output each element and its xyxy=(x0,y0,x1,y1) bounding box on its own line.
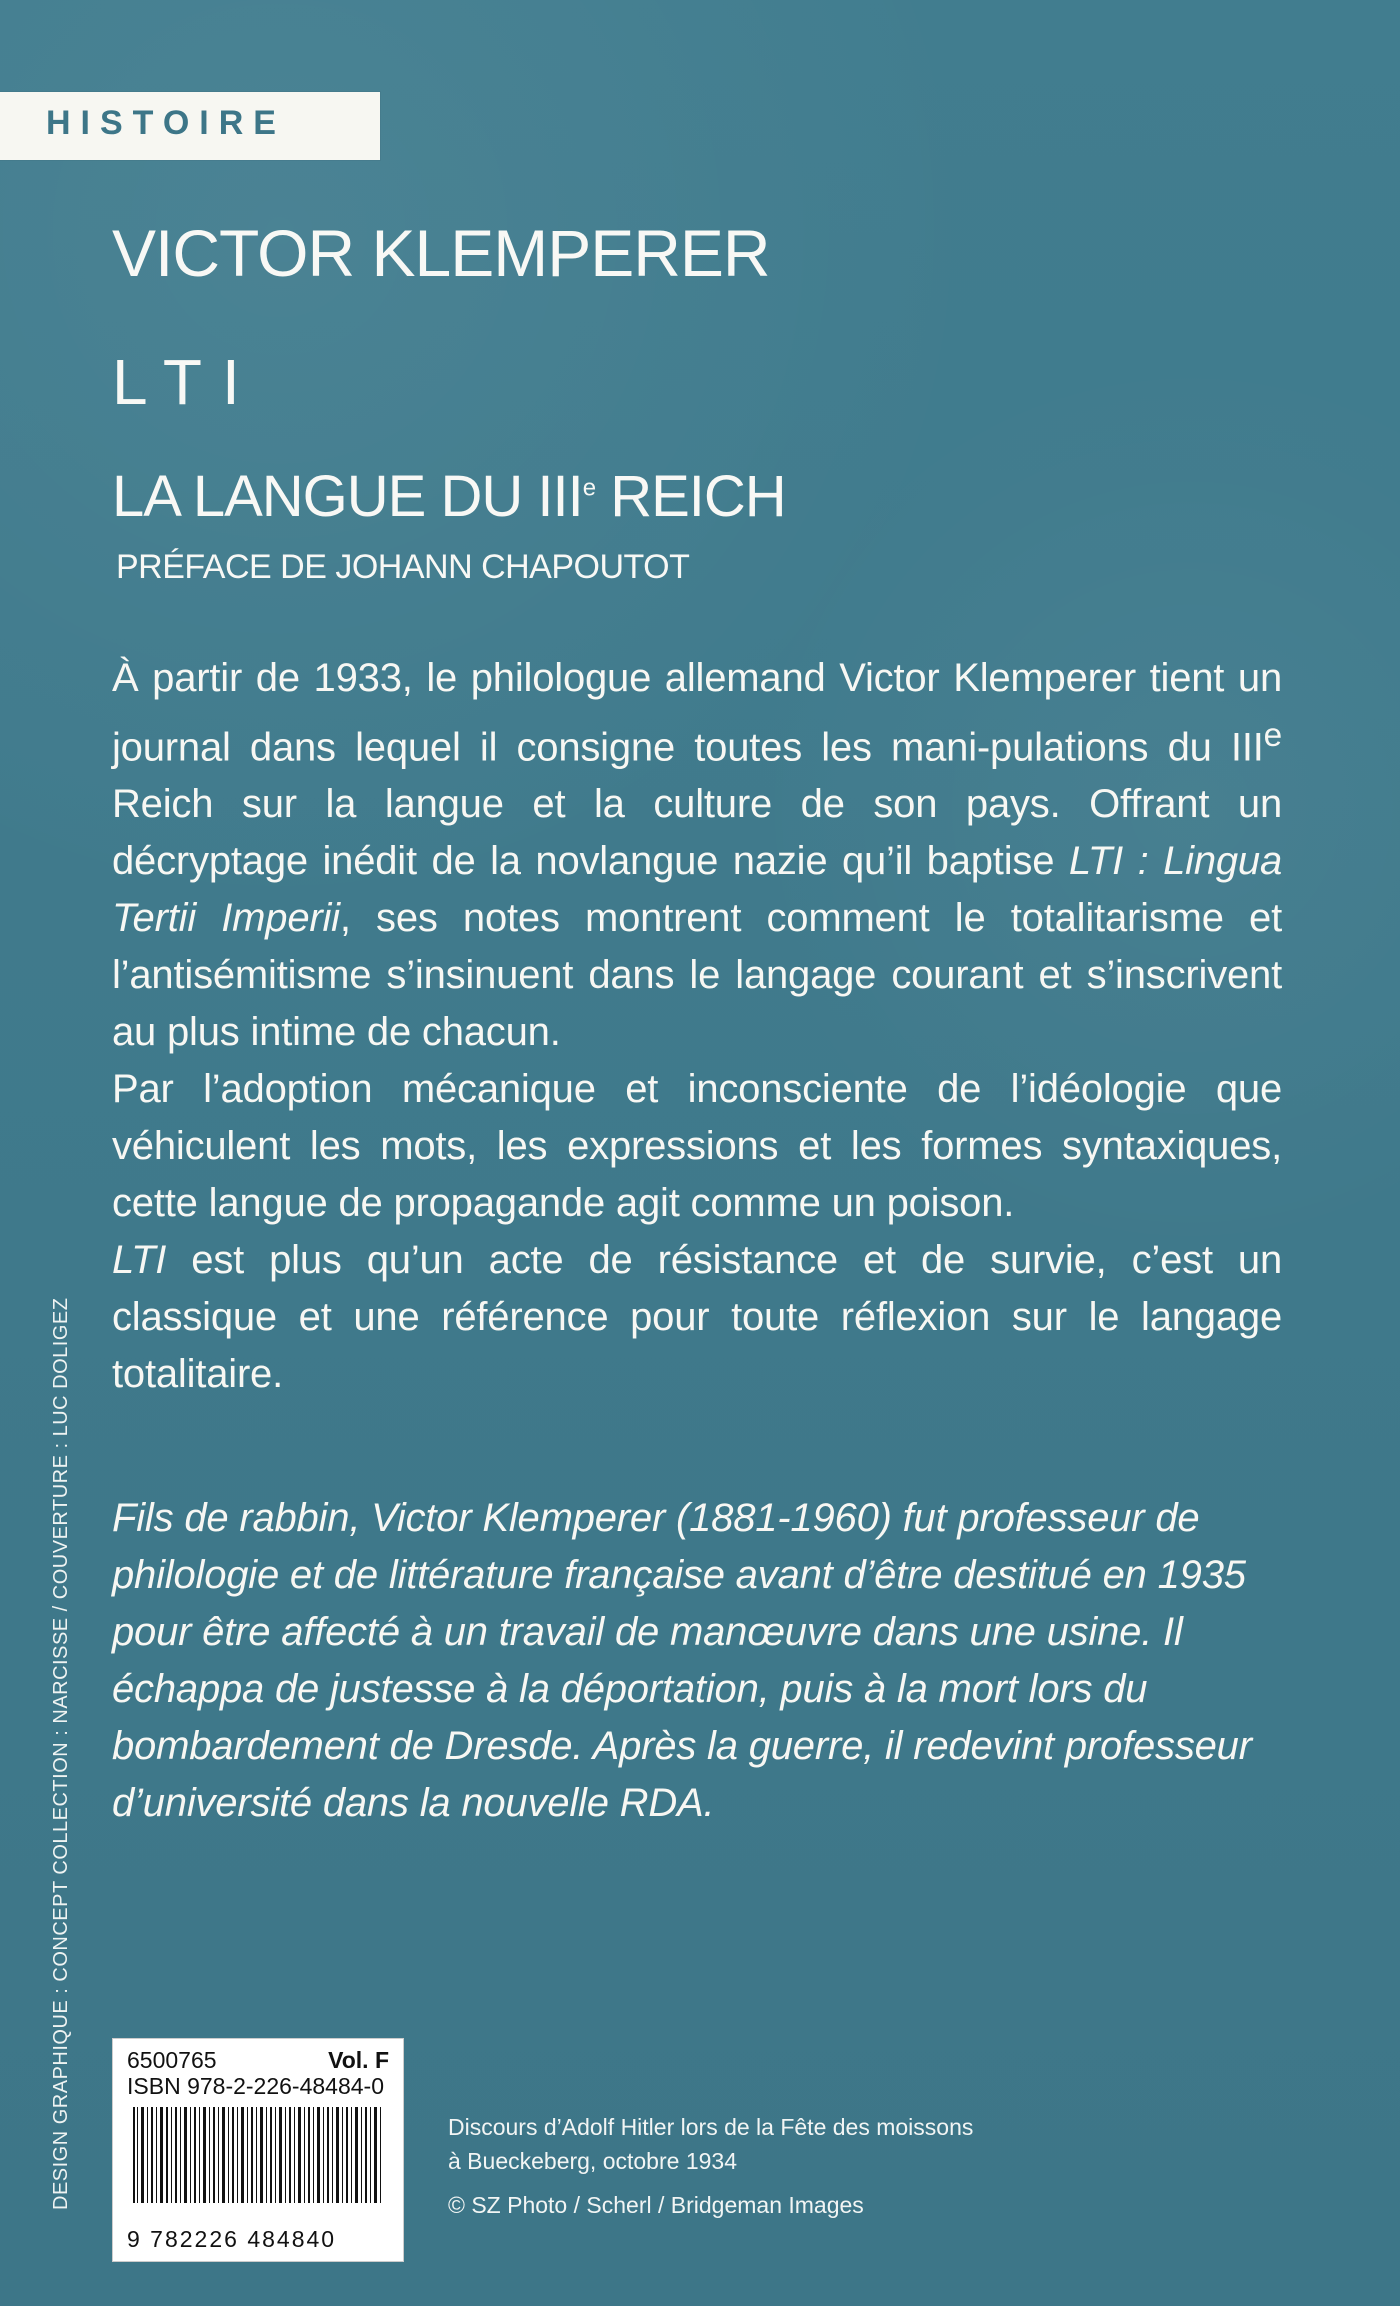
description-paragraph-1-superscript: e xyxy=(1263,717,1282,754)
book-subtitle xyxy=(112,464,786,529)
description-paragraph-2: Par l’adoption mécanique et inconsciente de l’idéologie que véhiculent les mots, les expressions et les formes syntaxiques, cette langue de propagande agit comme un poison. xyxy=(112,1067,1282,1226)
preface-credit: PRÉFACE DE JOHANN CHAPOUTOT xyxy=(116,548,690,586)
author-name: VICTOR KLEMPERER xyxy=(112,216,770,290)
series-label: HISTOIRE xyxy=(46,104,286,142)
author-biography xyxy=(112,1490,1282,1832)
description-paragraph-3 xyxy=(112,1232,1282,1403)
description-paragraph-3-italic: LTI xyxy=(112,1238,167,1283)
description-paragraph-3-rest: est plus qu’un acte de résistance et de survie, c’est un classique et une référence pour toute réflexion sur le langage totalitaire. xyxy=(112,1238,1282,1397)
description-block xyxy=(112,650,1282,1403)
description-paragraph-1-part-b: Reich sur la langue et la culture de son pays. Offrant un décryptage inédit de la novlangue nazie qu’il baptise xyxy=(112,782,1282,884)
book-subtitle-superscript: e xyxy=(582,474,596,502)
photo-caption-line-2: à Bueckeberg, octobre 1934 xyxy=(448,2148,737,2174)
description-paragraph-1-italic: LTI : Lingua Tertii Imperii xyxy=(112,839,1283,941)
book-subtitle-main: LA LANGUE DU III xyxy=(112,464,583,529)
photo-caption-line-1: Discours d’Adolf Hitler lors de la Fête des moissons xyxy=(448,2114,974,2140)
author-biography-text: Fils de rabbin, Victor Klemperer (1881-1960) fut professeur de philologie et de littérature française avant d’être destitué en 1935 pour être affecté à un travail de manœuvre dans une usine. Il échappa de justesse à la déportation, puis à la mort lors du bombardement de Dresde. Après la guerre, il redevint professeur d’université dans la nouvelle RDA. xyxy=(112,1496,1252,1825)
isbn-text: ISBN 978-2-226-48484-0 xyxy=(127,2073,384,2100)
barcode-number: 9 782226 484840 xyxy=(127,2226,337,2252)
description-paragraph-1-part-a: À partir de 1933, le philologue allemand Victor Klemperer tient un journal dans lequel il consigne toutes les mani-pulations du III xyxy=(112,656,1282,770)
barcode-volume: Vol. F xyxy=(328,2047,389,2073)
book-title: LTI xyxy=(112,346,260,418)
description-paragraph-1 xyxy=(112,650,1282,1061)
description-paragraph-1-part-c: , ses notes montrent comment le totalitarisme et l’antisémitisme s’insinuent dans le langage courant et s’inscrivent au plus intime de chacun. xyxy=(112,896,1282,1055)
barcode-code: 6500765 xyxy=(127,2047,217,2073)
barcode-graphic xyxy=(127,2107,391,2211)
barcode-header xyxy=(127,2048,389,2072)
book-subtitle-tail: REICH xyxy=(595,464,786,529)
photo-caption xyxy=(448,2110,1008,2178)
photo-credit: © SZ Photo / Scherl / Bridgeman Images xyxy=(448,2192,864,2218)
barcode-box xyxy=(112,2038,404,2262)
vertical-design-credit: DESIGN GRAPHIQUE : CONCEPT COLLECTION : NARCISSE / COUVERTURE : LUC DOLIGEZ xyxy=(50,1297,72,2210)
